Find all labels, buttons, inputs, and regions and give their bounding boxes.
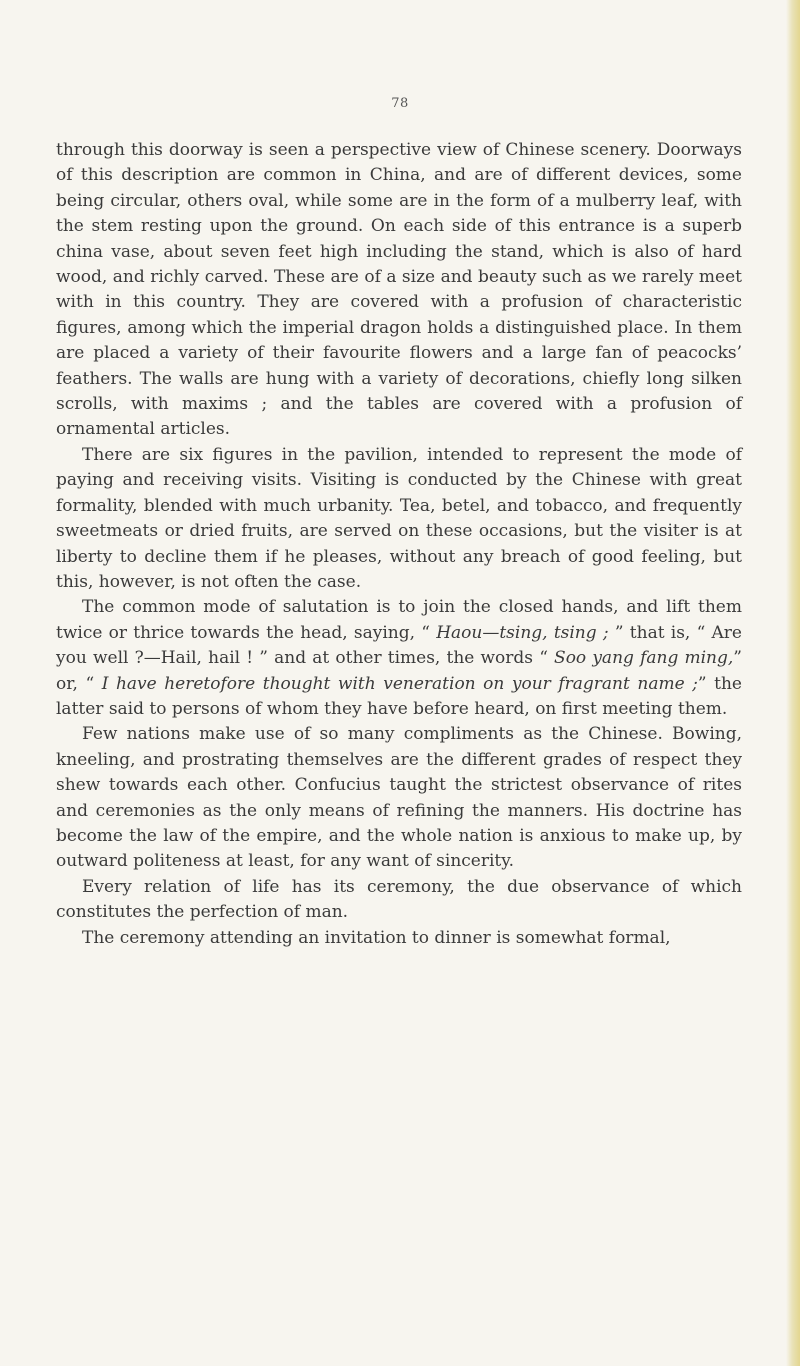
text-run: There are six figures in the pavilion, intended to represent the mode of paying and receiving visits. Visiting is conducted by the Chinese with great formality, blended with much urbanity. Tea, betel, and tobacco, and frequently sweetmeats or dried fruits, are served on these occasions, but the visiter is at liberty to decline them if he pleases, without any breach of good feeling, but this, however, is not often the case.	[56, 444, 742, 592]
text-run: ” that is, “ Are you well ?—Hail, hail ! ” and at other times, the words “	[56, 622, 742, 669]
italic-phrase: Haou—tsing, tsing ;	[436, 622, 609, 643]
paragraph	[56, 875, 742, 926]
text-run: Few nations make use of so many compliments as the Chinese. Bowing, kneeling, and prostrating themselves are the different grades of respect they shew towards each other. Confucius taught the strictest observance of rites and ceremonies as the only means of refining the manners. His doctrine has become the law of the empire, and the whole nation is anxious to make up, by outward politeness at least, for any want of sincerity.	[56, 724, 742, 872]
text-run: ” the latter said to persons of whom they have before heard, on first meeting them.	[56, 673, 742, 719]
paragraph	[56, 926, 742, 951]
text-run: The common mode of salutation is to join the closed hands, and lift them twice or thrice towards the head, saying, “	[56, 597, 742, 643]
text-run: The ceremony attending an invitation to dinner is somewhat formal,	[82, 927, 671, 948]
page-edge	[786, 0, 800, 1366]
paragraph	[56, 138, 742, 443]
page-number: 78	[391, 96, 409, 111]
text-run: Every relation of life has its ceremony, the due observance of which constitutes the perfection of man.	[56, 876, 742, 923]
text-run: ” or, “	[56, 648, 742, 694]
body-text	[56, 138, 742, 951]
paragraph	[56, 722, 742, 874]
paragraph	[56, 443, 742, 595]
paragraph	[56, 595, 742, 722]
text-run: through this doorway is seen a perspective view of Chinese scenery. Doorways of this description are common in China, and are of different devices, some being circular, others oval, while some are in the form of a mulberry leaf, with the stem resting upon the ground. On each side of this entrance is a superb china vase, about seven feet high including the stand, which is also of hard wood, and richly carved. These are of a size and beauty such as we rarely meet with in this country. They are covered with a profusion of characteristic figures, among which the imperial dragon holds a distinguished place. In them are placed a variety of their favourite flowers and a large fan of peacocks’ feathers. The walls are hung with a variety of decorations, chiefly long silken scrolls, with maxims ; and the tables are covered with a profusion of ornamental articles.	[56, 140, 742, 440]
italic-phrase: Soo yang fang ming,	[554, 648, 734, 669]
italic-phrase: I have heretofore thought with veneration on your fragrant name ;	[101, 673, 698, 694]
